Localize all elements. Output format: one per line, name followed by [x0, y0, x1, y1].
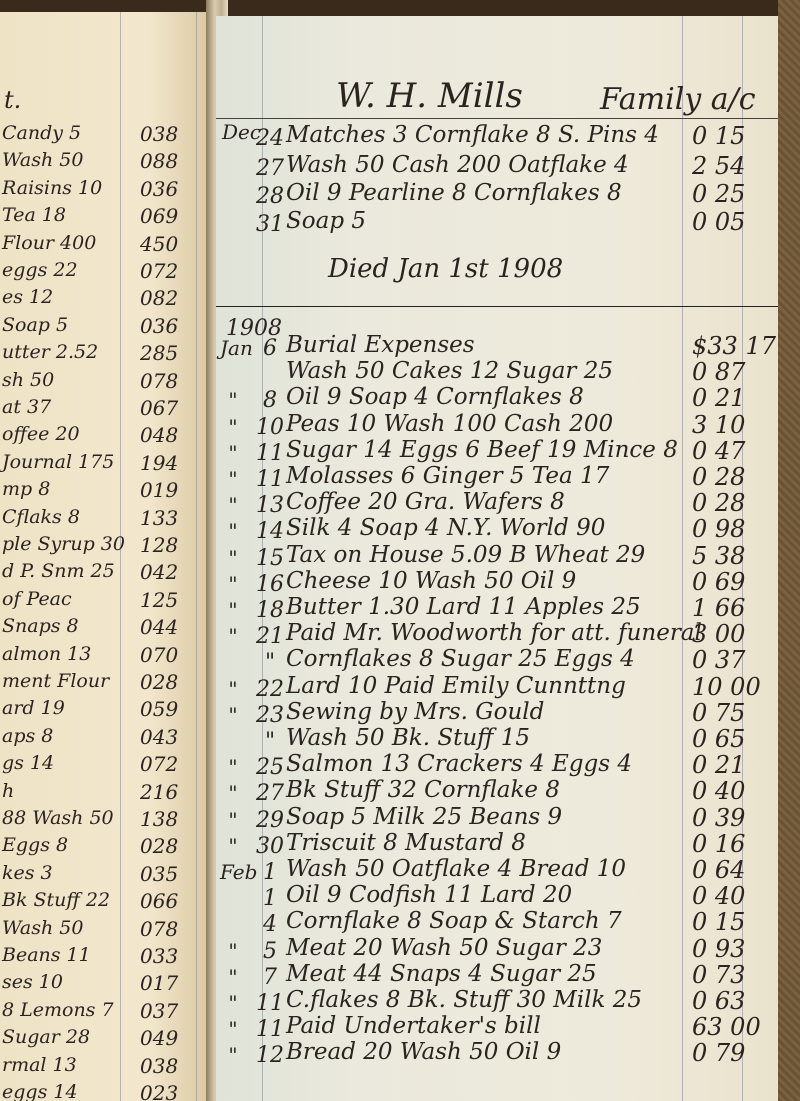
left-ledger-row	[0, 312, 200, 342]
entry-amount: 0 21	[692, 751, 746, 780]
left-ledger-row	[0, 476, 200, 506]
entry-amount: 0 79	[692, 1039, 746, 1068]
left-row-description: ment Flour	[2, 670, 110, 692]
entry-description: Molasses 6 Ginger 5 Tea 17	[286, 463, 610, 489]
left-ledger-row	[0, 832, 200, 862]
entry-description: Cornflake 8 Soap & Starch 7	[286, 908, 622, 935]
entry-month-mark: "	[228, 807, 238, 832]
left-row-amount: 133	[140, 505, 179, 530]
left-row-description: Wash 50	[2, 149, 84, 172]
entry-amount: 0 65	[692, 725, 746, 753]
entry-amount: 0 40	[692, 777, 746, 806]
left-ledger-row	[0, 860, 200, 890]
entry-amount: 5 38	[692, 541, 746, 570]
left-row-description: Raisins 10	[2, 176, 103, 199]
entry-day: 8	[263, 388, 277, 414]
entry-amount: 0 28	[692, 489, 746, 518]
entry-day: 22	[256, 676, 284, 702]
entry-day: "	[264, 729, 276, 754]
left-row-description: Cflaks 8	[2, 505, 80, 528]
left-row-description: es 12	[2, 286, 54, 309]
left-row-amount: 028	[140, 834, 179, 859]
ledger-entry-row	[216, 122, 782, 152]
left-ledger-row	[0, 1079, 200, 1101]
entry-month-mark: "	[228, 624, 238, 649]
account-title-suffix: Family a/c	[600, 82, 756, 117]
left-row-description: at 37	[2, 396, 52, 418]
entry-description: Burial Expenses	[286, 332, 475, 358]
entry-month-mark: "	[228, 493, 238, 518]
left-ledger-row	[0, 915, 200, 945]
left-ledger-row	[0, 257, 200, 287]
entry-description: Bk Stuff 32 Cornflake 8	[286, 777, 560, 804]
left-row-amount: 038	[140, 122, 179, 146]
entry-day: 31	[256, 212, 284, 237]
entry-description: Wash 50 Oatflake 4 Bread 10	[286, 856, 627, 882]
entry-month-mark: "	[228, 755, 238, 780]
entry-day: 5	[263, 938, 277, 964]
entry-day: 27	[256, 781, 284, 807]
left-row-amount: 033	[140, 944, 179, 968]
entry-day: 11	[256, 991, 284, 1016]
left-row-amount: 128	[140, 533, 179, 557]
left-row-description: Wash 50	[2, 916, 84, 939]
entry-day: 14	[256, 519, 284, 545]
left-ledger-row	[0, 175, 200, 205]
entry-day: 21	[256, 624, 284, 650]
entry-description: Meat 44 Snaps 4 Sugar 25	[286, 960, 597, 987]
entry-amount: 0 15	[692, 122, 746, 150]
entry-description: Wash 50 Cash 200 Oatflake 4	[286, 152, 629, 178]
entry-day: 16	[256, 571, 284, 597]
entry-description: Soap 5 Milk 25 Beans 9	[286, 803, 563, 830]
left-row-description: h	[2, 779, 15, 802]
entry-description: Oil 9 Pearline 8 Cornflakes 8	[286, 180, 622, 206]
left-row-amount: 069	[140, 204, 179, 229]
left-row-amount: 216	[140, 779, 179, 804]
right-ledger-page	[216, 16, 782, 1101]
left-ledger-row	[0, 942, 200, 972]
left-ledger-row	[0, 202, 200, 232]
left-row-amount: 042	[140, 560, 179, 585]
entry-month-mark: "	[228, 1017, 238, 1042]
left-ledger-row	[0, 394, 200, 424]
entry-month-mark: "	[228, 991, 238, 1015]
left-ledger-row	[0, 504, 200, 534]
entry-amount: 0 87	[692, 358, 746, 387]
entry-day: 24	[256, 126, 284, 151]
year-heading: 1908	[226, 316, 282, 341]
entry-amount: 0 21	[692, 384, 746, 413]
entry-day: 15	[256, 545, 284, 571]
entry-description: Wash 50 Bk. Stuff 15	[286, 725, 531, 751]
entry-amount: 0 63	[692, 987, 746, 1015]
left-row-amount: 078	[140, 916, 179, 941]
entry-description: Silk 4 Soap 4 N.Y. World 90	[286, 515, 606, 542]
left-ledger-row	[0, 1024, 200, 1054]
left-row-amount: 072	[140, 752, 179, 777]
left-row-description: ses 10	[2, 971, 63, 994]
entry-description: Bread 20 Wash 50 Oil 9	[286, 1039, 562, 1066]
left-ledger-row	[0, 147, 200, 177]
left-ledger-row	[0, 641, 200, 671]
entry-amount: 3 10	[692, 410, 746, 439]
entry-day: 18	[256, 598, 284, 623]
left-row-description: sh 50	[2, 368, 55, 391]
entry-day: "	[264, 650, 276, 676]
entry-day: 10	[256, 414, 284, 440]
left-ledger-row	[0, 668, 200, 698]
left-header-fragment: t.	[4, 86, 22, 114]
left-row-amount: 049	[140, 1026, 179, 1051]
entry-amount: 0 75	[692, 698, 746, 727]
entry-day: 25	[256, 755, 284, 781]
entry-description: Butter 1.30 Lard 11 Apples 25	[286, 594, 641, 620]
left-row-description: 88 Wash 50	[2, 807, 114, 829]
ledger-entry-row	[216, 180, 782, 210]
left-row-description: eggs 22	[2, 259, 78, 281]
left-ledger-row	[0, 449, 200, 479]
entry-month-mark: "	[228, 833, 238, 858]
left-row-amount: 072	[140, 259, 179, 283]
left-row-amount: 035	[140, 861, 179, 886]
entry-day: 29	[256, 807, 284, 833]
book-cover-edge	[778, 0, 800, 1101]
left-row-description: Tea 18	[2, 204, 66, 227]
entry-month-mark: Feb	[220, 860, 258, 884]
left-ledger-row	[0, 558, 200, 588]
left-row-description: d P. Snm 25	[2, 560, 115, 583]
left-row-description: kes 3	[2, 861, 53, 884]
left-row-description: mp 8	[2, 478, 51, 501]
left-row-description: ple Syrup 30	[2, 533, 125, 555]
left-ledger-row	[0, 997, 200, 1027]
left-row-description: offee 20	[2, 423, 80, 446]
left-row-amount: 038	[140, 1053, 179, 1078]
left-row-amount: 088	[140, 149, 179, 174]
entry-amount: 63 00	[692, 1013, 761, 1042]
entry-amount: 0 15	[692, 908, 746, 937]
entry-month-mark: "	[228, 1043, 238, 1068]
left-row-amount: 070	[140, 642, 179, 667]
left-ledger-page	[0, 12, 212, 1101]
left-row-description: aps 8	[2, 724, 54, 747]
entry-month-mark: "	[228, 781, 238, 806]
left-ledger-row	[0, 421, 200, 451]
entry-day: 6	[263, 336, 277, 361]
entry-description: Wash 50 Cakes 12 Sugar 25	[286, 358, 613, 385]
left-ledger-row	[0, 1052, 200, 1082]
entry-amount: 0 25	[692, 180, 746, 208]
entry-day: 30	[256, 833, 284, 859]
left-row-amount: 028	[140, 670, 179, 694]
left-row-amount: 023	[140, 1081, 179, 1101]
entry-description: Soap 5	[286, 208, 366, 234]
left-ledger-row	[0, 531, 200, 561]
left-row-amount: 017	[140, 971, 179, 996]
entry-amount: 10 00	[692, 672, 761, 701]
entry-amount: 1 66	[692, 594, 746, 622]
entry-day: 11	[256, 440, 284, 466]
left-row-amount: 043	[140, 724, 179, 749]
entry-description: Sewing by Mrs. Gould	[286, 698, 545, 725]
left-ledger-row	[0, 586, 200, 616]
left-row-amount: 066	[140, 889, 179, 914]
left-ledger-row	[0, 367, 200, 397]
left-row-description: gs 14	[2, 752, 55, 775]
entry-amount: 0 47	[692, 436, 746, 465]
entry-day: 27	[256, 156, 284, 181]
left-ledger-row	[0, 695, 200, 725]
entry-month-mark: "	[228, 388, 238, 413]
left-row-amount: 285	[140, 341, 179, 366]
left-row-amount: 078	[140, 368, 179, 393]
entry-amount: 0 69	[692, 567, 746, 596]
left-row-amount: 067	[140, 396, 179, 420]
left-row-description: 8 Lemons 7	[2, 998, 114, 1021]
left-row-amount: 036	[140, 176, 179, 201]
left-row-description: Candy 5	[2, 122, 82, 144]
entry-amount: 0 28	[692, 463, 746, 491]
entry-description: Matches 3 Cornflake 8 S. Pins 4	[286, 122, 659, 148]
entry-amount: 0 64	[692, 856, 746, 884]
entry-description: Oil 9 Codfish 11 Lard 20	[286, 882, 573, 909]
ledger-entry-row	[216, 208, 782, 238]
entry-day: 11	[256, 467, 284, 492]
entry-month-mark: "	[228, 571, 238, 596]
left-ledger-row	[0, 778, 200, 808]
left-ledger-row	[0, 723, 200, 753]
entry-day: 28	[256, 184, 284, 209]
left-ledger-row	[0, 284, 200, 314]
entry-description: Cheese 10 Wash 50 Oil 9	[286, 567, 577, 594]
entry-day: 13	[256, 493, 284, 519]
left-row-amount: 019	[140, 478, 179, 503]
entry-month-mark: Jan	[220, 336, 253, 360]
entry-amount: 0 40	[692, 882, 746, 911]
left-row-description: Eggs 8	[2, 834, 69, 857]
left-row-description: Bk Stuff 22	[2, 889, 111, 912]
entry-amount: 0 73	[692, 960, 746, 989]
entry-description: Cornflakes 8 Sugar 25 Eggs 4	[286, 646, 635, 673]
entry-amount: $33 17	[692, 332, 776, 360]
month-dec: Dec	[222, 120, 262, 144]
left-ledger-row	[0, 339, 200, 369]
left-row-amount: 082	[140, 286, 179, 311]
entry-day: 7	[263, 964, 277, 990]
left-row-description: Flour 400	[2, 231, 97, 254]
entry-month-mark: "	[228, 938, 238, 963]
entry-day: 1	[263, 860, 277, 885]
ledger-entry-row	[216, 1039, 782, 1069]
account-title: W. H. Mills	[336, 76, 523, 116]
left-row-description: ard 19	[2, 697, 65, 720]
left-row-description: Snaps 8	[2, 615, 79, 638]
entry-description: Paid Undertaker's bill	[286, 1013, 541, 1040]
left-ledger-row	[0, 805, 200, 835]
entry-amount: 0 39	[692, 803, 746, 832]
entry-day: 12	[256, 1043, 284, 1069]
left-ledger-row	[0, 120, 200, 150]
left-row-amount: 125	[140, 587, 179, 612]
left-ledger-row	[0, 887, 200, 917]
left-ledger-row	[0, 613, 200, 643]
entry-month-mark: "	[228, 964, 238, 989]
left-row-amount: 138	[140, 807, 179, 831]
entry-description: Salmon 13 Crackers 4 Eggs 4	[286, 751, 632, 778]
entry-description: Sugar 14 Eggs 6 Beef 19 Mince 8	[286, 436, 678, 463]
left-row-amount: 037	[140, 998, 179, 1023]
left-row-amount: 048	[140, 423, 179, 448]
entry-month-mark: "	[228, 676, 238, 701]
left-row-description: eggs 14	[2, 1081, 78, 1101]
left-row-description: of Peac	[2, 587, 72, 610]
entry-month-mark: "	[228, 414, 238, 439]
entry-amount: 2 54	[692, 152, 746, 180]
left-row-description: almon 13	[2, 642, 92, 665]
entry-amount: 0 98	[692, 515, 746, 544]
entry-month-mark: "	[228, 598, 238, 622]
entry-month-mark: "	[228, 545, 238, 570]
left-ledger-row	[0, 230, 200, 260]
died-note: Died Jan 1st 1908	[328, 254, 564, 284]
entry-description: Paid Mr. Woodworth for att. funeral	[286, 620, 702, 647]
section-divider	[216, 306, 782, 307]
left-row-amount: 450	[140, 231, 179, 256]
entry-month-mark: "	[228, 440, 238, 465]
left-row-description: Journal 175	[2, 450, 115, 473]
entry-amount: 0 16	[692, 829, 746, 858]
entry-description: Coffee 20 Gra. Wafers 8	[286, 489, 565, 516]
entry-description: Peas 10 Wash 100 Cash 200	[286, 410, 614, 437]
entry-amount: 0 05	[692, 208, 746, 236]
entry-day: 23	[256, 702, 284, 728]
entry-month-mark: "	[228, 519, 238, 544]
entry-day: 11	[256, 1017, 284, 1043]
title-underline	[216, 118, 782, 119]
left-ledger-row	[0, 750, 200, 780]
left-row-amount: 059	[140, 697, 179, 722]
left-row-amount: 044	[140, 615, 179, 640]
entry-amount: 3 00	[692, 620, 746, 649]
entry-description: Tax on House 5.09 B Wheat 29	[286, 541, 646, 568]
left-row-amount: 194	[140, 450, 179, 475]
left-row-description: rmal 13	[2, 1053, 77, 1076]
entry-description: Meat 20 Wash 50 Sugar 23	[286, 934, 603, 961]
left-row-description: Sugar 28	[2, 1026, 91, 1049]
entry-amount: 0 37	[692, 646, 746, 675]
entry-description: Triscuit 8 Mustard 8	[286, 829, 526, 856]
entry-month-mark: "	[228, 467, 238, 491]
entry-description: Oil 9 Soap 4 Cornflakes 8	[286, 384, 584, 411]
entry-description: Lard 10 Paid Emily Cunnttng	[286, 672, 626, 699]
left-row-description: Soap 5	[2, 313, 69, 336]
entry-description: C.flakes 8 Bk. Stuff 30 Milk 25	[286, 987, 642, 1013]
ledger-entry-row	[216, 152, 782, 182]
entry-amount: 0 93	[692, 934, 746, 963]
left-row-description: utter 2.52	[2, 341, 99, 364]
entry-month-mark: "	[228, 702, 238, 727]
entry-day: 1	[263, 886, 277, 912]
left-row-amount: 036	[140, 313, 179, 338]
left-ledger-row	[0, 969, 200, 999]
left-row-description: Beans 11	[2, 944, 91, 966]
entry-day: 4	[263, 912, 277, 938]
